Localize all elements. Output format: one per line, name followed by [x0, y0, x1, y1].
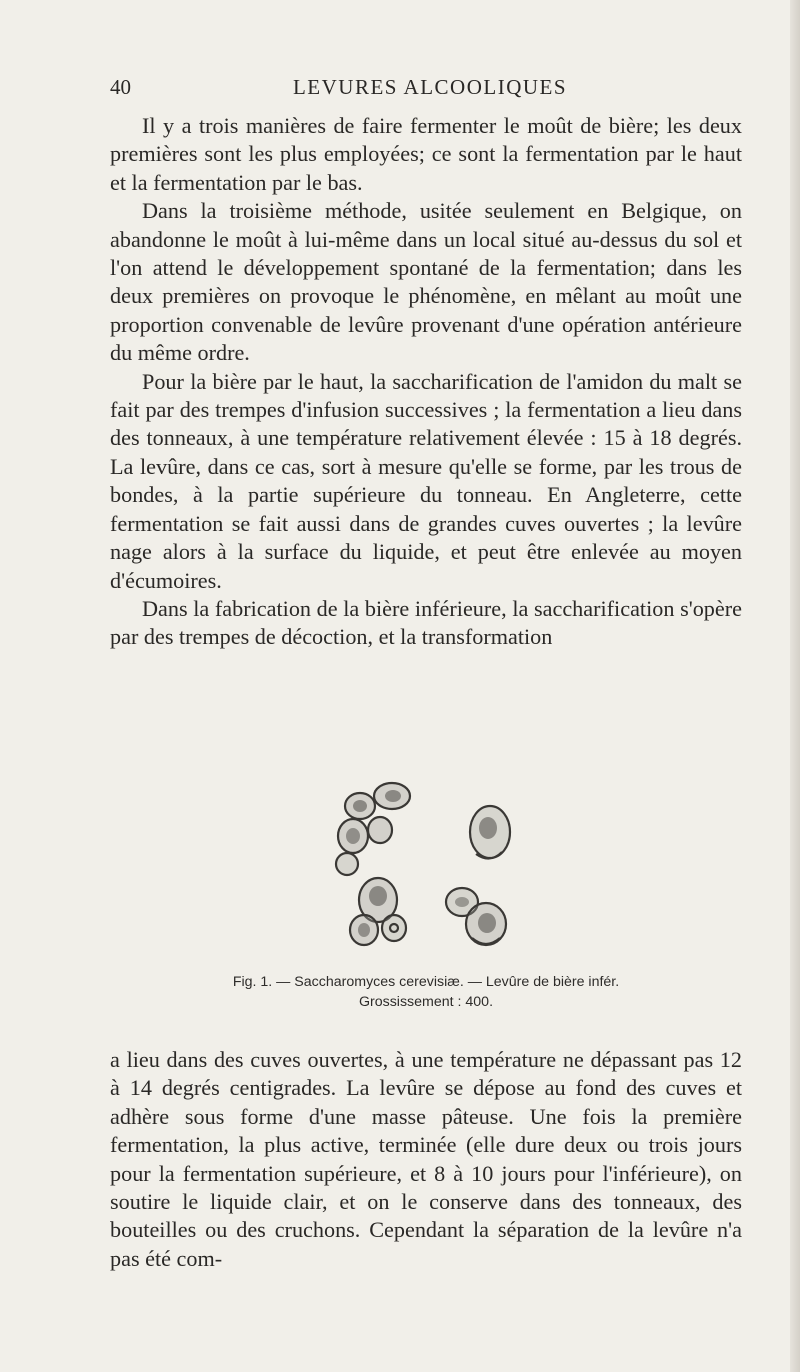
paragraph: Il y a trois manières de faire fermenter le moût de bière; les deux premières sont les plus employées; ce sont la fermentation par le haut et la fermentation par le bas. — [110, 113, 742, 195]
running-head — [110, 75, 750, 105]
body-text-top — [110, 112, 742, 652]
paragraph: Dans la troisième méthode, usitée seulement en Belgique, on abandonne le moût à lui-même dans un local situé au-dessus du sol et l'on attend le développement spontané de la fermentation; dans les deux premières on provoque le phénomène, en mêlant au moût une proportion convenable de levûre provenant d'une opération antérieure du même ordre. — [110, 198, 742, 366]
body-text-bottom — [110, 1046, 742, 1273]
paragraph: Dans la fabrication de la bière inférieure, la saccharification s'opère par des trempes de décoction, et la transformation — [110, 595, 742, 650]
yeast-cell-cluster — [336, 783, 410, 875]
yeast-cell-cluster — [350, 878, 406, 945]
figure — [110, 778, 742, 1018]
yeast-cell-cluster — [446, 888, 506, 945]
caption-line: Grossissement : 400. — [358, 994, 494, 1010]
running-title: LEVURES ALCOOLIQUES — [292, 75, 568, 99]
yeast-cells-illustration — [110, 778, 742, 968]
paragraph: a lieu dans des cuves ouvertes, à une température ne dépassant pas 12 à 14 degrés centigrades. La levûre se dépose au fond des cuves et adhère sous forme d'une masse pâteuse. Une fois la première fermentation, la plus active, terminée (elle dure deux ou trois jours pour la fermentation supérieure, et 8 à 10 jours pour l'inférieure), on soutire le liquide clair, et on le conserve dans des tonneaux, des bouteilles ou des cruchons. Cependant la séparation de la levûre n'a pas été com- — [110, 1047, 742, 1271]
page-number: 40 — [110, 75, 131, 99]
page-edge — [790, 0, 800, 1372]
yeast-cell — [470, 806, 510, 859]
paragraph: Pour la bière par le haut, la saccharification de l'amidon du malt se fait par des trempes d'infusion successives ; la fermentation a lieu dans des tonneaux, à une température relativement élevée : 15 à 18 degrés. La levûre, dans ce cas, sort à mesure qu'elle se forme, par les trous de bondes, à la partie supérieure du tonneau. En Angleterre, cette fermentation se fait aussi dans de grandes cuves ouvertes ; la levûre nage alors à la surface du liquide, et peut être enlevée au moyen d'écumoires. — [110, 368, 742, 593]
figure-caption — [110, 972, 742, 1012]
caption-line: Fig. 1. — Saccharomyces cerevisiæ. — Levûre de bière infér. — [232, 974, 620, 990]
